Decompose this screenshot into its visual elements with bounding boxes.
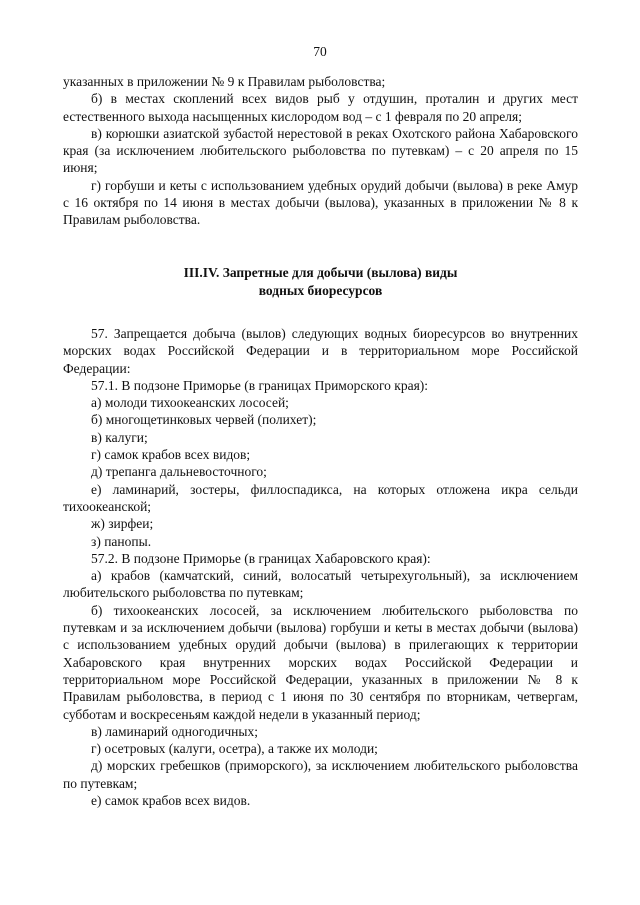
paragraph-block-top: [63, 73, 578, 229]
list-item: а) крабов (камчатский, синий, волосатый четырехугольный), за исключением любительского рыболовства по путевкам;: [63, 568, 578, 601]
paragraph: 57.1. В подзоне Приморье (в границах Приморского края):: [91, 377, 429, 393]
paragraph: указанных в приложении № 9 к Правилам рыболовства;: [63, 74, 386, 89]
list-item: в) калуги;: [91, 429, 148, 445]
list-item: а) молоди тихоокеанских лососей;: [91, 395, 289, 411]
list-item: д) морских гребешков (приморского), за исключением любительского рыболовства по путевкам;: [63, 758, 578, 791]
paragraph: 57.2. В подзоне Приморье (в границах Хабаровского края):: [91, 550, 431, 566]
list-item: е) ламинарий, зостеры, филлоспадикса, на которых отложена икра сельди тихоокеанской;: [63, 481, 578, 514]
section-heading-line: водных биоресурсов: [258, 283, 383, 298]
list-item: з) панопы.: [91, 533, 152, 549]
list-item: е) самок крабов всех видов.: [91, 793, 251, 809]
paragraph-block-main: [63, 325, 578, 809]
section-heading-line: III.IV. Запретные для добычи (вылова) виды: [183, 265, 458, 280]
paragraph: 57. Запрещается добыча (вылов) следующих водных биоресурсов во внутренних морских водах Российской Федерации и в территориальном море Российской Федерации:: [63, 326, 578, 376]
section-heading: [63, 264, 578, 300]
list-item: ж) зирфеи;: [91, 516, 154, 532]
paragraph: б) в местах скоплений всех видов рыб у отдушин, проталин и других мест естественного выхода насыщенных кислородом вод – с 1 февраля по 20 апреля;: [63, 91, 578, 124]
list-item: г) самок крабов всех видов;: [91, 447, 251, 463]
list-item: б) тихоокеанских лососей, за исключением любительского рыболовства по путевкам и за исключением добычи (вылова) горбуши и кеты в местах добычи (вылова) с использованием удебных орудий добычи (вылова) в прилегающих к территории Хабаровского края внутренних морских водах Российской Федерации и территориальном море Российской Федерации, указанных в приложении № 8 к Правилам рыболовства, в период с 1 июня по 30 сентября по вторникам, четвергам, субботам и воскресеньям каждой недели в указанный период;: [63, 602, 578, 722]
list-item: в) ламинарий одногодичных;: [91, 723, 258, 739]
list-item: б) многощетинковых червей (полихет);: [91, 412, 317, 428]
list-item: д) трепанга дальневосточного;: [91, 464, 267, 480]
paragraph: в) корюшки азиатской зубастой нерестовой в реках Охотского района Хабаровского края (за исключением любительского рыболовства по путевкам) – с 20 апреля по 15 июня;: [63, 125, 578, 176]
list-item: г) осетровых (калуги, осетра), а также их молоди;: [91, 741, 378, 757]
paragraph: г) горбуши и кеты с использованием удебных орудий добычи (вылова) в реке Амур с 16 октября по 14 июня в местах добычи (вылова), указанных в приложении № 8 к Правилам рыболовства.: [63, 177, 578, 228]
page-number: 70: [313, 44, 327, 59]
